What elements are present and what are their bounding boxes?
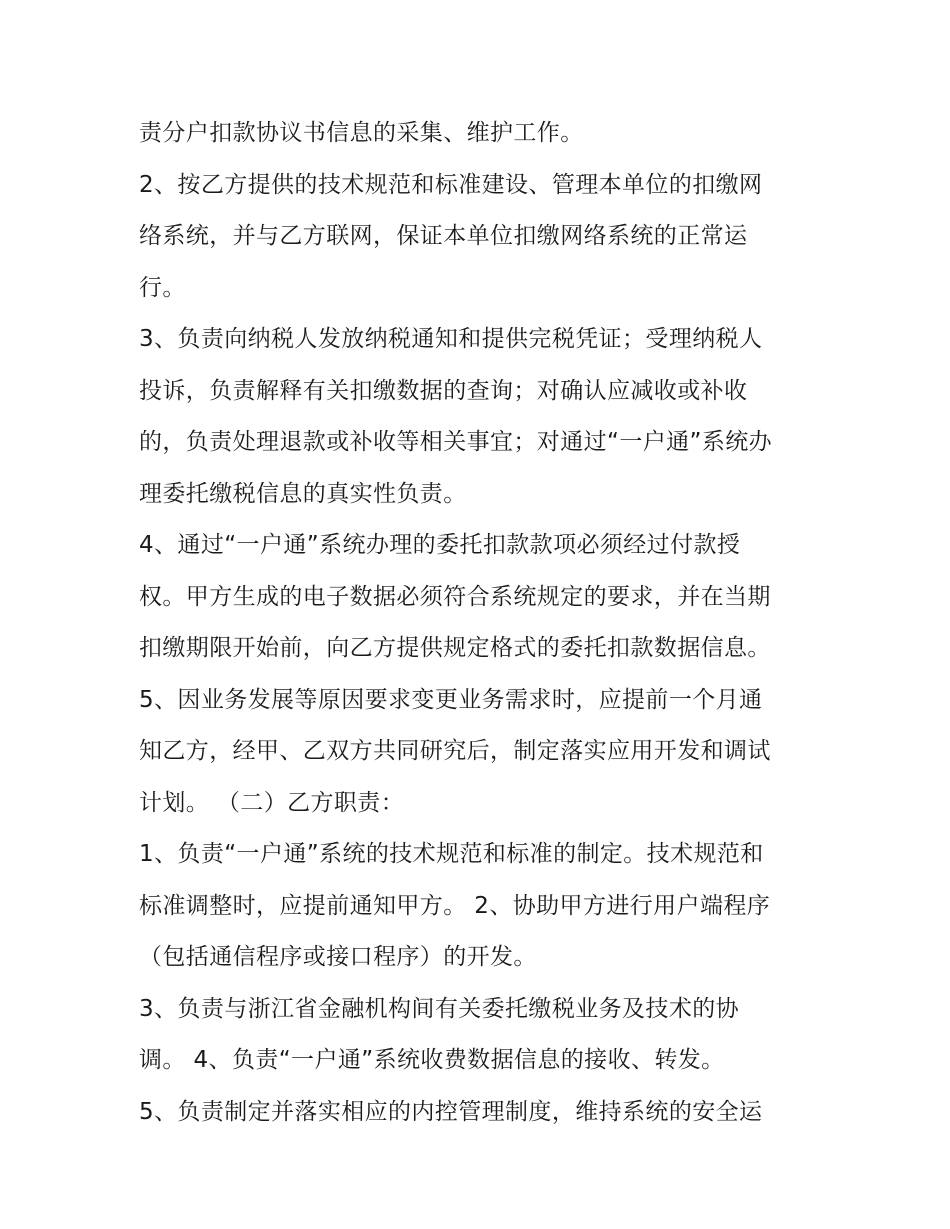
text-line: 3、负责向纳税人发放纳税通知和提供完税凭证；受理纳税人	[139, 326, 763, 352]
text-line: 扣缴期限开始前，向乙方提供规定格式的委托扣款数据信息。	[139, 635, 771, 661]
text-line: 5、因业务发展等原因要求变更业务需求时，应提前一个月通	[139, 686, 763, 713]
text-line: 1、负责“一户通”系统的技术规范和标准的制定。技术规范和	[139, 841, 764, 867]
text-line: 行。	[139, 274, 186, 301]
text-line: 2、按乙方提供的技术规范和标准建设、管理本单位的扣缴网	[139, 171, 763, 198]
text-line: 3、负责与浙江省金融机构间有关委托缴税业务及技术的协	[139, 995, 740, 1022]
text-line: 知乙方，经甲、乙双方共同研究后，制定落实应用开发和调试	[139, 738, 771, 764]
text-line: 5、负责制定并落实相应的内控管理制度，维持系统的安全运	[139, 1098, 763, 1125]
text-line: 络系统，并与乙方联网，保证本单位扣缴网络系统的正常运	[139, 223, 748, 249]
text-line: 权。甲方生成的电子数据必须符合系统规定的要求，并在当期	[139, 583, 771, 610]
body-text	[139, 108, 829, 1138]
text-line: 责分户扣款协议书信息的采集、维护工作。	[139, 120, 584, 146]
text-line: 标准调整时，应提前通知甲方。 2、协助甲方进行用户端程序	[139, 892, 771, 919]
text-line: 的，负责处理退款或补收等相关事宜；对通过“一户通”系统办	[139, 429, 773, 455]
text-line: 调。 4、负责“一户通”系统收费数据信息的接收、转发。	[139, 1047, 725, 1073]
text-line: 计划。 （二）乙方职责：	[139, 789, 405, 816]
text-line: 投诉，负责解释有关扣缴数据的查询；对确认应减收或补收	[139, 377, 748, 404]
text-line: 4、通过“一户通”系统办理的委托扣款款项必须经过付款授	[139, 532, 741, 558]
text-line: （包括通信程序或接口程序）的开发。	[139, 944, 537, 970]
text-line: 理委托缴税信息的真实性负责。	[139, 480, 467, 507]
